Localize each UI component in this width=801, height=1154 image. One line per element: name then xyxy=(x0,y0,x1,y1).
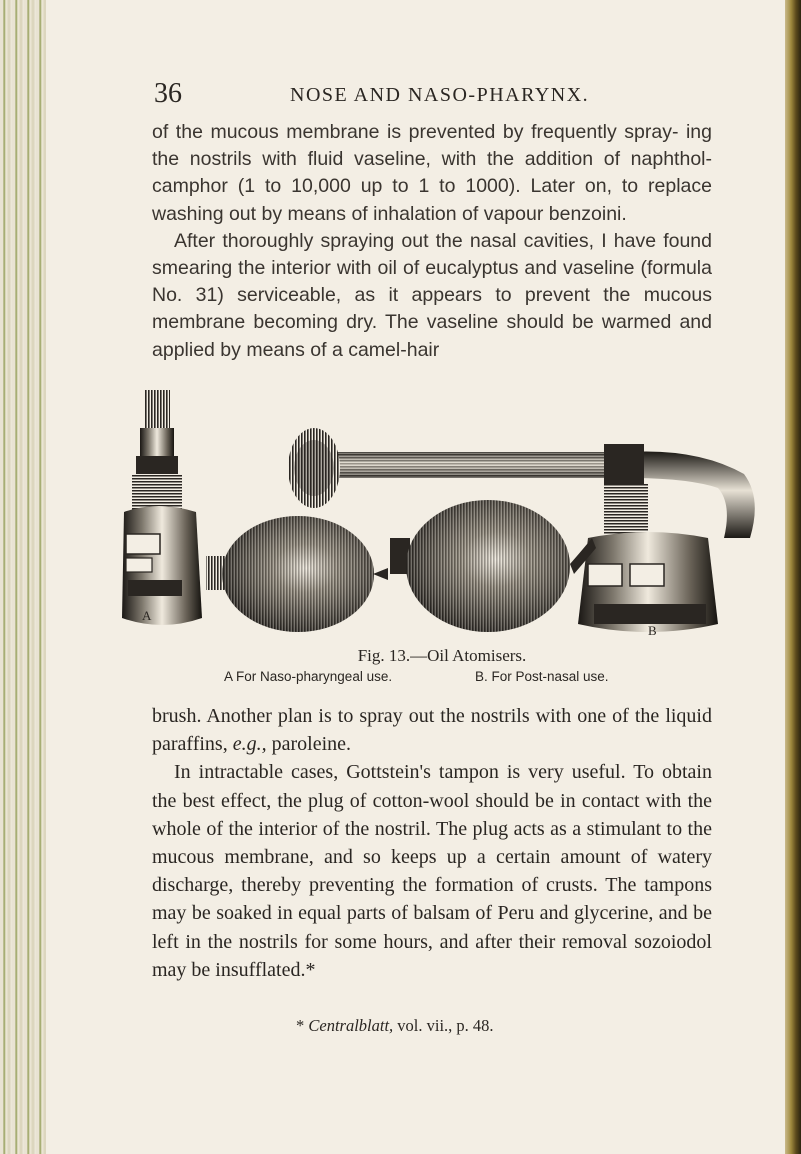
running-head: NOSE AND NASO-PHARYNX. xyxy=(290,84,590,106)
atomisers-illustration xyxy=(118,388,766,638)
label-b: B xyxy=(648,623,657,638)
figure-caption xyxy=(118,646,766,691)
page-header xyxy=(154,78,634,118)
footnote xyxy=(296,1016,494,1036)
atomiser-a xyxy=(122,390,388,632)
footnote-source: Centralblatt, xyxy=(308,1016,394,1035)
text-block-top xyxy=(152,119,712,364)
paragraph: brush. Another plan is to spray out the nostrils with one of the liquid paraffins, e.g., paroleine. xyxy=(152,705,712,756)
text-block-bottom xyxy=(152,702,712,984)
caption-b: B. For Post-nasal use. xyxy=(475,669,609,684)
label-a: A xyxy=(142,608,152,623)
paragraph: of the mucous membrane is prevented by frequently spray- ing the nostrils with fluid vaseline, with the addition of naphthol-camphor (1 to 10,000 up to 1 to 1000). Later on, to replace washing out by means of inhalation of vapour benzoini. xyxy=(152,121,712,225)
caption-sub xyxy=(118,669,766,691)
caption-title: Fig. 13.—Oil Atomisers. xyxy=(357,646,527,665)
page-number: 36 xyxy=(154,78,182,109)
caption-a: A For Naso-pharyngeal use. xyxy=(224,669,393,684)
footnote-marker: * xyxy=(296,1016,305,1035)
figure-oil-atomisers xyxy=(118,388,766,638)
paragraph: In intractable cases, Gottstein's tampon is very useful. To obtain the best effect, the plug of cotton-wool should be in contact with the whole of the interior of the nostril. The plug acts as a stimulant to the mucous membrane, and so keeps up a certain amount of watery discharge, thereby preventing the formation of crusts. The tampons may be soaked in equal parts of balsam of Peru and glycerine, and be left in the nostrils for some hours, and after their removal sozoiodol may be insufflated.* xyxy=(152,761,712,981)
nozzle-a xyxy=(144,390,170,430)
footnote-rest: vol. vii., p. 48. xyxy=(397,1016,494,1035)
paragraph: After thoroughly spraying out the nasal cavities, I have found smearing the interior with oil of eucalyptus and vaseline (formula No. 31) serviceable, as it appears to prevent the mucous membrane becoming dry. The vaseline should be warmed and applied by means of a camel-hair xyxy=(152,229,712,361)
